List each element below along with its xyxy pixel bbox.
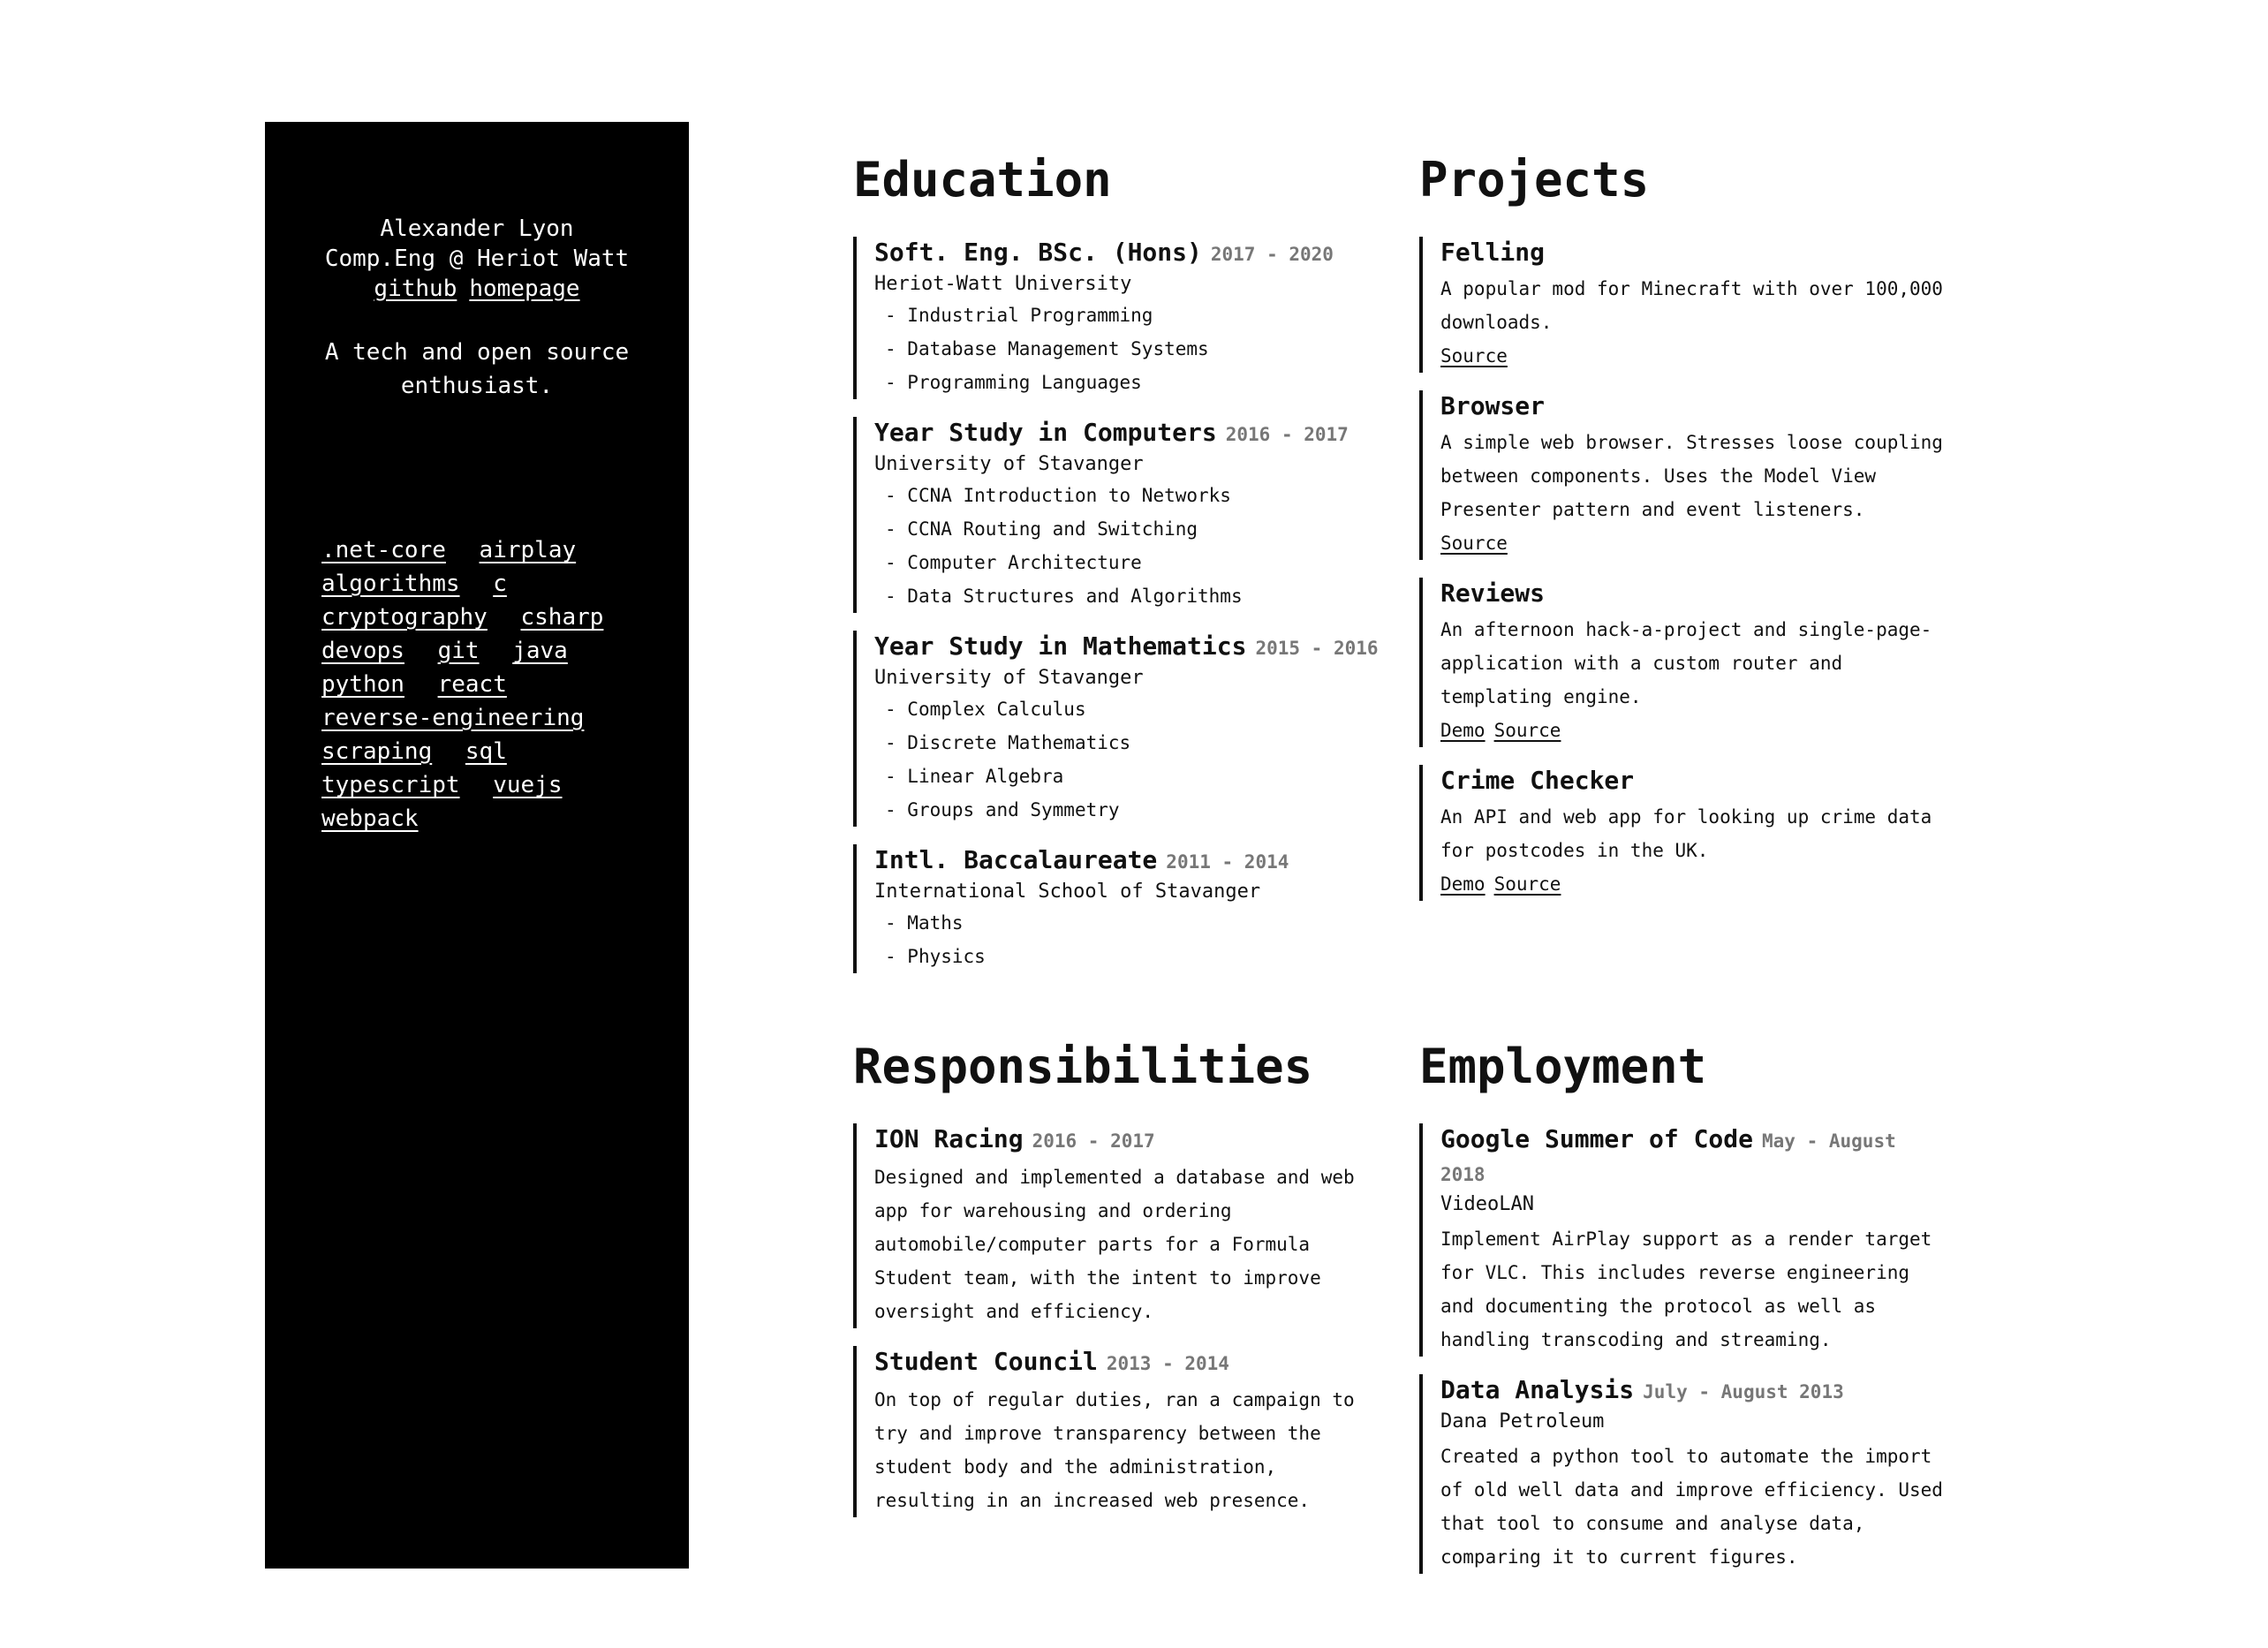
entry-title [1440, 765, 1949, 797]
entry-title [1440, 1374, 1949, 1408]
course-list [874, 299, 1383, 399]
responsibility-name: Student Council [874, 1347, 1098, 1376]
course-item: - Discrete Mathematics [874, 726, 1383, 760]
tagline: A tech and open source enthusiast. [324, 339, 630, 399]
course-item: - Linear Algebra [874, 760, 1383, 793]
tag-link[interactable]: git [437, 638, 480, 664]
project-name: Crime Checker [1440, 766, 1635, 795]
tag-link[interactable]: csharp [520, 604, 604, 631]
entry-dates: 2016 - 2017 [1032, 1130, 1155, 1152]
company-name: VideoLAN [1440, 1193, 1534, 1215]
job-name: Data Analysis [1440, 1375, 1635, 1404]
project-name: Browser [1440, 391, 1546, 420]
degree-name: Year Study in Computers [874, 418, 1217, 447]
degree-name: Soft. Eng. BSc. (Hons) [874, 238, 1202, 267]
tag-link[interactable]: scraping [321, 738, 433, 765]
entry-title [874, 237, 1383, 270]
project-links [1440, 714, 1949, 747]
degree-name: Year Study in Mathematics [874, 631, 1247, 661]
project-description: A simple web browser. Stresses loose coupling between components. Uses the Model View Presenter pattern and event listeners. [1440, 432, 1943, 520]
tag-link[interactable]: python [321, 671, 404, 698]
course-item: - Industrial Programming [874, 299, 1383, 332]
employment-heading: Employment [1419, 1039, 1707, 1094]
profile-card [265, 122, 689, 304]
source-link[interactable]: Source [1493, 873, 1561, 895]
responsibility-entry [853, 1123, 1383, 1328]
education-entry [853, 417, 1383, 613]
course-item: - Physics [874, 940, 1383, 973]
project-description: An afternoon hack-a-project and single-page-application with a custom router and templating engine. [1440, 619, 1932, 707]
projects-list [1419, 237, 1949, 901]
project-links [1440, 339, 1949, 373]
demo-link[interactable]: Demo [1440, 720, 1486, 741]
github-link[interactable]: github [374, 276, 457, 302]
source-link[interactable]: Source [1440, 345, 1508, 367]
project-entry [1419, 237, 1949, 373]
responsibilities-heading: Responsibilities [853, 1039, 1313, 1094]
tag-link[interactable]: webpack [321, 805, 419, 832]
entry-title [1440, 1123, 1949, 1191]
entry-dates: 2016 - 2017 [1225, 424, 1349, 445]
tag-link[interactable]: sql [465, 738, 507, 765]
course-item: - Database Management Systems [874, 332, 1383, 366]
sidebar [265, 122, 689, 1569]
tag-link[interactable]: java [512, 638, 568, 664]
institution-name: Heriot-Watt University [874, 273, 1132, 295]
employment-list [1419, 1123, 1949, 1574]
entry-dates: 2017 - 2020 [1210, 244, 1334, 265]
job-name: Google Summer of Code [1440, 1124, 1754, 1153]
entry-title [874, 844, 1383, 878]
responsibilities-section [853, 1035, 1383, 1535]
entry-dates: 2011 - 2014 [1166, 851, 1289, 873]
profile-name: Alexander Lyon [380, 215, 574, 242]
tag-link[interactable]: vuejs [493, 772, 563, 798]
entry-title [874, 1346, 1383, 1380]
entry-dates: 2015 - 2016 [1255, 638, 1379, 659]
tag-link[interactable]: reverse-engineering [321, 705, 585, 731]
tag-link[interactable]: devops [321, 638, 404, 664]
employment-section [1419, 1035, 1949, 1591]
tag-list [321, 533, 657, 835]
entry-dates: 2013 - 2014 [1106, 1353, 1229, 1374]
project-entry [1419, 578, 1949, 747]
course-list [874, 479, 1383, 613]
tag-link[interactable]: react [437, 671, 507, 698]
homepage-link[interactable]: homepage [469, 276, 580, 302]
entry-title [1440, 390, 1949, 422]
profile-links [265, 274, 689, 304]
profile-role: Comp.Eng @ Heriot Watt [324, 246, 630, 272]
education-entry [853, 237, 1383, 399]
course-item: - Complex Calculus [874, 692, 1383, 726]
tag-link[interactable]: algorithms [321, 571, 460, 597]
course-list [874, 906, 1383, 973]
job-description: Implement AirPlay support as a render target for VLC. This includes reverse engineering and documenting the protocol as well as handling transcoding and streaming. [1440, 1228, 1932, 1350]
course-item: - Data Structures and Algorithms [874, 579, 1383, 613]
project-description: An API and web app for looking up crime data for postcodes in the UK. [1440, 806, 1932, 861]
entry-title [1440, 578, 1949, 609]
tag-link[interactable]: typescript [321, 772, 460, 798]
project-description: A popular mod for Minecraft with over 100,000 downloads. [1440, 278, 1943, 333]
project-links [1440, 867, 1949, 901]
tag-link[interactable]: c [493, 571, 507, 597]
source-link[interactable]: Source [1493, 720, 1561, 741]
project-entry [1419, 765, 1949, 901]
course-item: - Programming Languages [874, 366, 1383, 399]
entry-title [874, 631, 1383, 664]
tag-link[interactable]: airplay [479, 537, 577, 563]
project-links [1440, 526, 1949, 560]
employment-entry [1419, 1123, 1949, 1357]
demo-link[interactable]: Demo [1440, 873, 1486, 895]
responsibility-entry [853, 1346, 1383, 1517]
entry-title [1440, 237, 1949, 268]
employment-entry [1419, 1374, 1949, 1574]
education-list [853, 237, 1383, 973]
institution-name: University of Stavanger [874, 453, 1144, 475]
course-item: - Groups and Symmetry [874, 793, 1383, 827]
source-link[interactable]: Source [1440, 533, 1508, 554]
projects-section [1419, 148, 1949, 918]
course-item: - CCNA Routing and Switching [874, 512, 1383, 546]
entry-title [874, 1123, 1383, 1157]
tag-link[interactable]: .net-core [321, 537, 446, 563]
institution-name: International School of Stavanger [874, 881, 1261, 903]
education-section [853, 148, 1383, 991]
responsibility-description: On top of regular duties, ran a campaign to try and improve transparency between the student body and the administration, resulting in an increased web presence. [874, 1389, 1355, 1511]
responsibility-description: Designed and implemented a database and web app for warehousing and ordering automobile/computer parts for a Formula Student team, with the intent to improve oversight and efficiency. [874, 1167, 1355, 1322]
responsibility-name: ION Racing [874, 1124, 1024, 1153]
entry-dates: July - August 2013 [1643, 1381, 1844, 1402]
course-item: - Computer Architecture [874, 546, 1383, 579]
entry-title [874, 417, 1383, 450]
responsibilities-list [853, 1123, 1383, 1517]
tag-link[interactable]: cryptography [321, 604, 488, 631]
course-item: - CCNA Introduction to Networks [874, 479, 1383, 512]
institution-name: University of Stavanger [874, 667, 1144, 689]
company-name: Dana Petroleum [1440, 1410, 1605, 1433]
project-name: Felling [1440, 238, 1546, 267]
course-list [874, 692, 1383, 827]
education-heading: Education [853, 152, 1112, 208]
project-name: Reviews [1440, 578, 1546, 608]
education-entry [853, 631, 1383, 827]
education-entry [853, 844, 1383, 973]
job-description: Created a python tool to automate the import of old well data and improve efficiency. Used that tool to consume and analyse data, comparing it to current figures. [1440, 1446, 1943, 1568]
entry-dates: May - August 2018 [1440, 1130, 1896, 1185]
degree-name: Intl. Baccalaureate [874, 845, 1158, 874]
project-entry [1419, 390, 1949, 560]
course-item: - Maths [874, 906, 1383, 940]
projects-heading: Projects [1419, 152, 1650, 208]
